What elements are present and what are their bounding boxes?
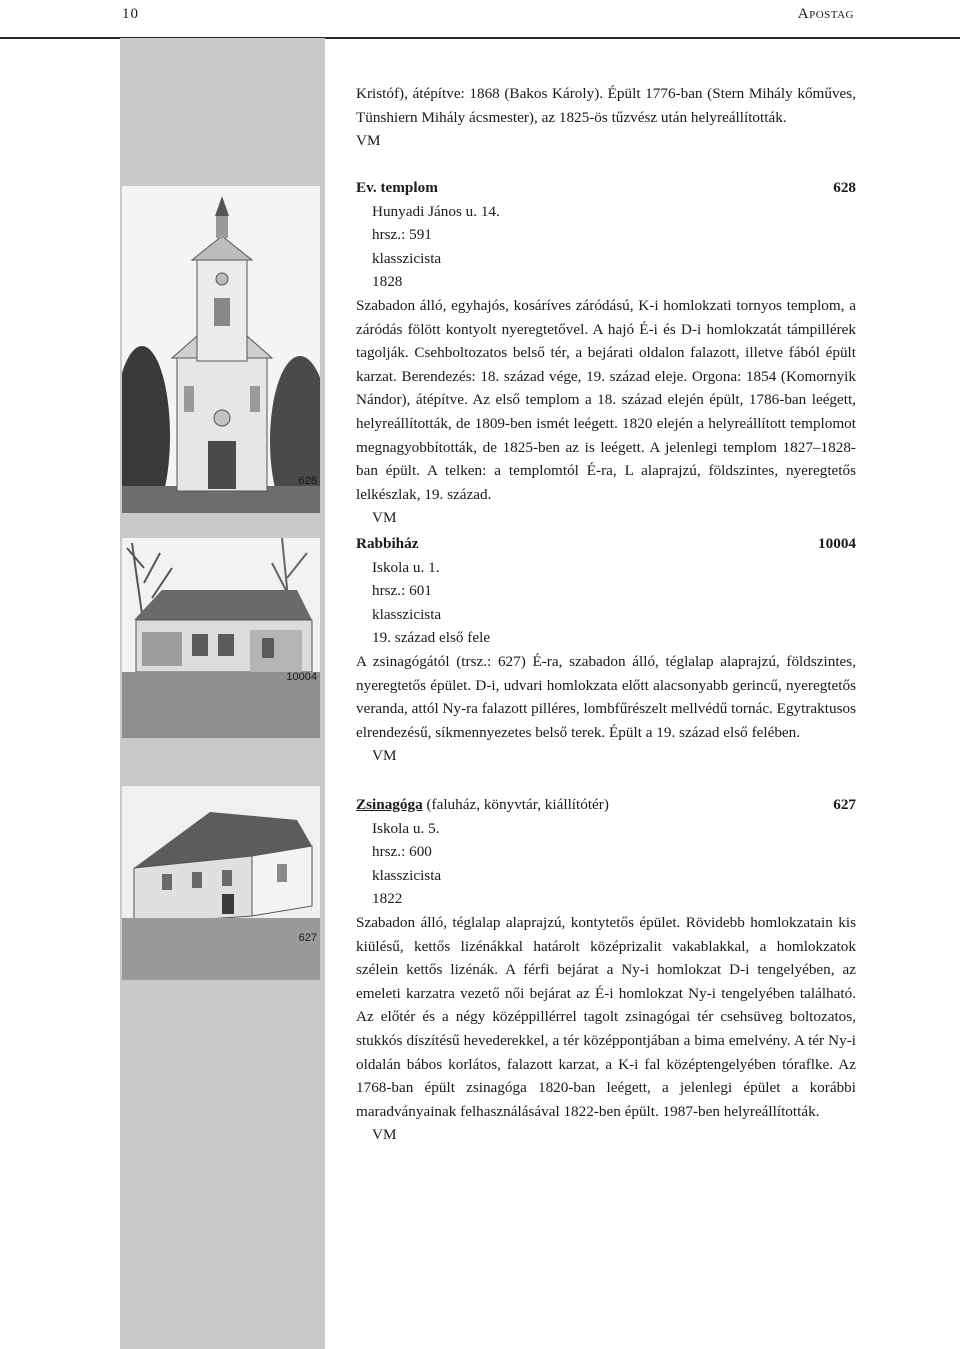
entry-style: klasszicista bbox=[372, 866, 442, 884]
entry-title: Ev. templom bbox=[356, 179, 438, 196]
entry-address: Hunyadi János u. 14. bbox=[372, 202, 500, 220]
page-header bbox=[0, 0, 960, 38]
entry-subtitle: (faluház, könyvtár, kiállítótér) bbox=[422, 796, 609, 813]
entry-description: Szabadon álló, egyhajós, kosáríves záródású, K-i homlokzati tornyos templom, a záródás fölött kontyolt nyeregtetővel. A hajó É-i és D-i homlokzatát támpillérek tagolják. Csehboltozatos belső tér, a bejárati oldalon falazott, illetve fából épült karzat. Berendezés: 18. század vége, 19. század eleje. Orgona: 1854 (Komornyik Nándor), átépítve. Az első templom a 18. század elején épült, 1786-ban leégett, helyreállították, de 1809-ben ismét leégett. 1820 elején a helyreállított templomot megnagyobbították, de 1825-ben az is leégett. A jelenlegi templom 1827–1828-ban épült. A telken: a templomtól É-ra, L alaprajzú, földszintes, nyeregtetős lelkészlak, 19. század. bbox=[356, 296, 856, 503]
photo-id-628: 628 bbox=[298, 475, 317, 487]
photo-id-627: 627 bbox=[298, 932, 317, 944]
entry-style: klasszicista bbox=[372, 249, 442, 267]
entry-title bbox=[356, 793, 609, 817]
entry-title: Rabbiház bbox=[356, 535, 419, 552]
entry-header bbox=[356, 793, 856, 817]
entry-title-main: Zsinagóga bbox=[356, 796, 423, 813]
entry-number: 628 bbox=[833, 179, 856, 196]
photo-id-10004: 10004 bbox=[286, 671, 317, 683]
entry-header bbox=[356, 532, 856, 556]
entry-author: VM bbox=[372, 747, 397, 765]
entry-author: VM bbox=[372, 1126, 397, 1144]
entry-hrsz: hrsz.: 591 bbox=[372, 226, 432, 244]
entry-style: klasszicista bbox=[372, 605, 442, 623]
entry-hrsz: hrsz.: 600 bbox=[372, 843, 432, 861]
intro-text: Kristóf), átépítve: 1868 (Bakos Károly). Épült 1776-ban (Stern Mihály kőműves, Tünshiern Mihály ácsmester), az 1825-ös tűzvész után helyreállították. bbox=[356, 85, 856, 126]
entry-description: Szabadon álló, téglalap alaprajzú, kontytetős épület. Rövidebb homlokzatain kis kiülésű, kettős lizénákkal határolt középrizalit vakablakkal, a homlokzatok szélein kettős lizénák. A férfi bejárat a Ny-i homlokzat D-i tengelyében, az emeleti karzatra vezető női bejárat az É-i homlokzat Ny-i tengelyében található. Az előtér és a négy középpillérrel tagolt zsinagógai tér csehsüveg boltozatos, stukkós díszítésű hevederekkel, a tér középpontjában a bima emelvény. A tér Ny-i oldalán bábos korlátos, falazott karzat, a K-i fal középtengelyében tóraflke. Az 1768-ban épült zsinagóga 1820-ban leégett, a jelenlegi épület a korábbi maradványainak felhasználásával 1822-ben épült. 1987-ben helyreállították. bbox=[356, 913, 856, 1120]
entry-author: VM bbox=[372, 509, 397, 527]
rabbi-house-photo bbox=[122, 538, 320, 738]
entry-date: 19. század első fele bbox=[372, 629, 491, 647]
church-photo bbox=[122, 186, 320, 513]
entry-date: 1822 bbox=[372, 890, 403, 908]
synagogue-photo bbox=[122, 786, 320, 980]
entry-number: 627 bbox=[833, 796, 856, 813]
entry-10004 bbox=[356, 532, 856, 768]
entry-hrsz: hrsz.: 601 bbox=[372, 582, 432, 600]
entry-address: Iskola u. 1. bbox=[372, 558, 440, 576]
entry-628 bbox=[356, 176, 856, 530]
entry-date: 1828 bbox=[372, 273, 403, 291]
entry-address: Iskola u. 5. bbox=[372, 819, 440, 837]
entry-number: 10004 bbox=[818, 535, 856, 552]
running-head: Apostag bbox=[797, 6, 854, 22]
intro-author: VM bbox=[356, 132, 381, 150]
photo-sidebar bbox=[120, 38, 325, 1349]
entry-header bbox=[356, 176, 856, 200]
entry-627 bbox=[356, 793, 856, 1147]
page-number: 10 bbox=[122, 6, 139, 22]
entry-description: A zsinagógától (trsz.: 627) É-ra, szabadon álló, téglalap alaprajzú, földszintes, nyeregtetős épület. D-i, udvari homlokzata előtt alacsonyabb gerincű, nyeregtetős veranda, attól Ny-ra falazott pilléres, lombfűrészelt mellvédű tornác. Egytraktusos elrendezésű, síkmennyezetes belső terek. Épült a 19. század első felében. bbox=[356, 652, 856, 741]
intro-block bbox=[356, 82, 856, 153]
